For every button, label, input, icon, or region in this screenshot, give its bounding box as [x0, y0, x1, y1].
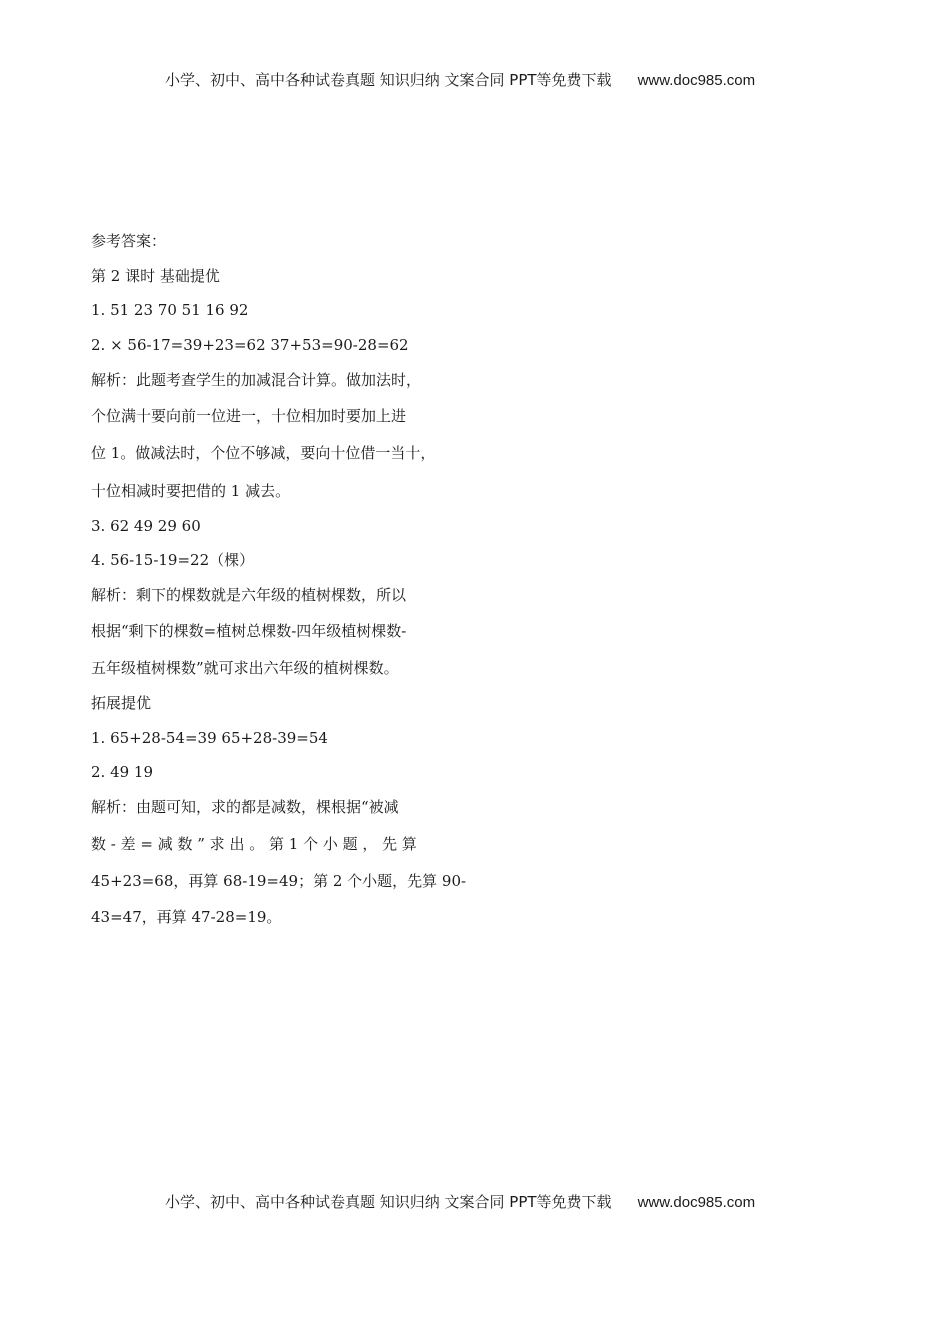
text-line: 解析：此题考查学生的加减混合计算。做加法时， — [91, 371, 422, 389]
text-line: 根据“剩下的棵数=植树总棵数-四年级植树棵数- — [91, 622, 407, 640]
header-text: 小学、初中、高中各种试卷真题 知识归纳 文案合同 PPT等免费下载 — [165, 71, 612, 89]
text-line: 3. 62 49 29 60 — [91, 517, 201, 535]
text-line: 2. 49 19 — [91, 763, 154, 781]
text-line: 45+23=68，再算 68-19=49；第 2 个小题，先算 90- — [91, 872, 467, 890]
text-line: 十位相减时要把借的 1 减去。 — [91, 482, 291, 500]
page-footer — [165, 1191, 805, 1212]
header-url[interactable]: www.doc985.com — [637, 72, 756, 89]
text-line: 1. 65+28-54=39 65+28-39=54 — [91, 729, 328, 747]
text-line: 2. × 56-17=39+23=62 37+53=90-28=62 — [91, 336, 409, 354]
text-line: 解析：由题可知，求的都是减数，棵根据“被减 — [91, 798, 399, 816]
page-header — [165, 69, 805, 90]
lesson-heading: 第 2 课时 基础提优 — [91, 267, 220, 285]
text-line: 五年级植树棵数”就可求出六年级的植树棵数。 — [91, 659, 399, 677]
text-line: 43=47，再算 47-28=19。 — [91, 908, 282, 926]
footer-text: 小学、初中、高中各种试卷真题 知识归纳 文案合同 PPT等免费下载 — [165, 1193, 612, 1211]
text-line: 解析：剩下的棵数就是六年级的植树棵数，所以 — [91, 586, 407, 604]
text-line: 位 1。做减法时，个位不够减，要向十位借一当十， — [91, 444, 436, 462]
section-heading: 拓展提优 — [91, 694, 152, 712]
text-line: 1. 51 23 70 51 16 92 — [91, 301, 249, 319]
text-line: 个位满十要向前一位进一，十位相加时要加上进 — [91, 407, 407, 425]
footer-url[interactable]: www.doc985.com — [637, 1194, 756, 1211]
text-line: 数 - 差 = 减 数 ” 求 出 。 第 1 个 小 题 ， 先 算 — [91, 835, 417, 853]
answer-title: 参考答案： — [91, 232, 167, 250]
text-line: 4. 56-15-19=22（棵） — [91, 551, 255, 569]
